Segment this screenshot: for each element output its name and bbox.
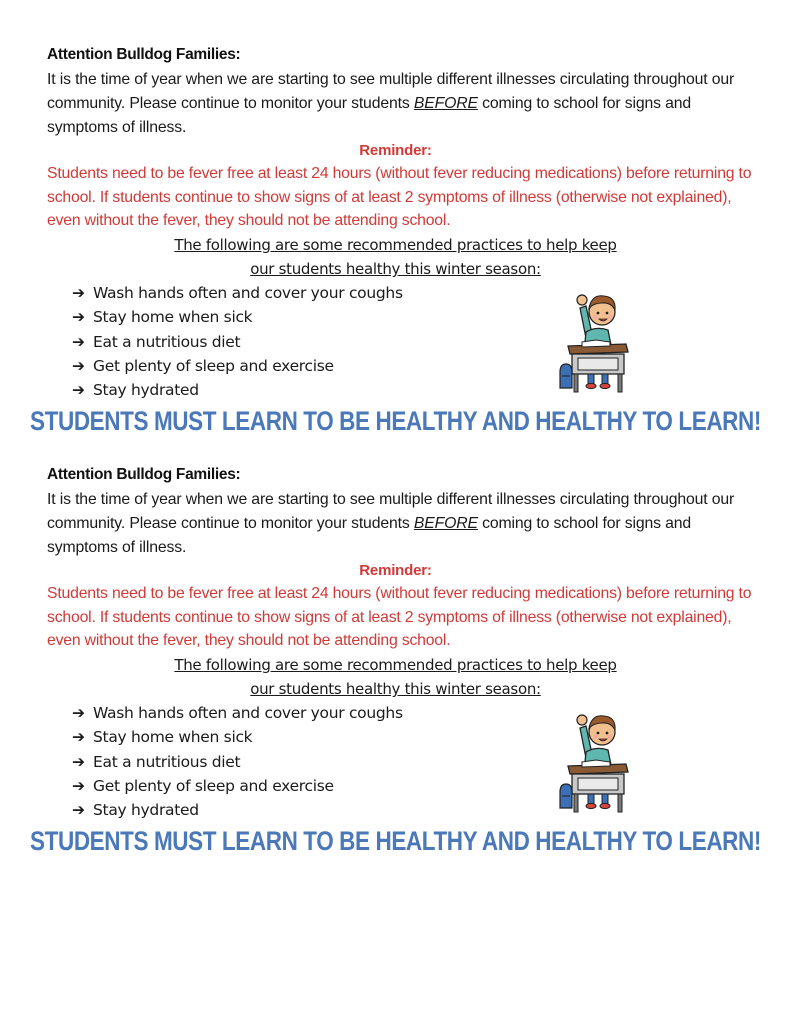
- tip-text: Get plenty of sleep and exercise: [93, 356, 334, 375]
- tip-text: Stay hydrated: [93, 381, 199, 400]
- arrow-right-icon: ➔: [72, 776, 85, 795]
- list-item: [72, 330, 403, 354]
- reminder-text: Students need to be fever free at least 24 hours (without fever reducing medications) before returning to school. If students continue to show signs of at least 2 symptoms of illness (otherwise not explained), even without the fever, they should not be attending school.: [47, 585, 752, 649]
- arrow-right-icon: ➔: [72, 356, 85, 375]
- arrow-right-icon: ➔: [72, 381, 85, 400]
- intro-paragraph: [47, 68, 757, 140]
- slogan: STUDENTS MUST LEARN TO BE HEALTHY AND HEALTHY TO LEARN!: [30, 406, 761, 436]
- list-item: [72, 281, 403, 305]
- arrow-right-icon: ➔: [72, 728, 85, 747]
- arrow-right-icon: ➔: [72, 308, 85, 327]
- list-item: [72, 305, 403, 329]
- list-item: [72, 378, 403, 402]
- intro-emphasis: BEFORE: [413, 95, 478, 112]
- tip-text: Eat a nutritious diet: [93, 332, 241, 351]
- student-at-desk-illustration: [556, 706, 634, 816]
- tip-text: Wash hands often and cover your coughs: [93, 284, 403, 302]
- tip-text: Stay hydrated: [93, 801, 199, 820]
- tip-text: Eat a nutritious diet: [93, 752, 241, 771]
- arrow-right-icon: ➔: [72, 704, 85, 722]
- list-item: [72, 750, 403, 774]
- intro-text: It is the time of year when we are starting to see multiple different illnesses circulating throughout our community. Please continue to monitor your students: [47, 71, 735, 112]
- arrow-right-icon: ➔: [72, 332, 85, 351]
- arrow-right-icon: ➔: [72, 284, 85, 302]
- tip-text: Get plenty of sleep and exercise: [93, 776, 334, 795]
- tips-list: [72, 281, 403, 402]
- intro-paragraph: [47, 488, 757, 560]
- slogan: STUDENTS MUST LEARN TO BE HEALTHY AND HEALTHY TO LEARN!: [30, 826, 761, 856]
- student-at-desk-illustration: [556, 286, 634, 396]
- tip-text: Stay home when sick: [93, 308, 253, 327]
- arrow-right-icon: ➔: [72, 752, 85, 771]
- list-item: [72, 725, 403, 749]
- practices-intro: [0, 653, 791, 701]
- list-item: [72, 701, 403, 725]
- intro-text-end: coming to school for signs and symptoms of illness.: [47, 515, 692, 556]
- reminder-label: Reminder:: [359, 562, 432, 579]
- list-item: [72, 774, 403, 798]
- practices-intro: [0, 233, 791, 281]
- tips-list: [72, 701, 403, 822]
- practices-line-1: The following are some recommended practices to help keep: [174, 236, 617, 254]
- tip-text: Wash hands often and cover your coughs: [93, 704, 403, 722]
- reminder-text: Students need to be fever free at least 24 hours (without fever reducing medications) before returning to school. If students continue to show signs of at least 2 symptoms of illness (otherwise not explained), even without the fever, they should not be attending school.: [47, 165, 752, 229]
- reminder-label: Reminder:: [359, 142, 432, 159]
- practices-line-1: The following are some recommended practices to help keep: [174, 656, 617, 674]
- notice-heading: Attention Bulldog Families:: [47, 466, 241, 483]
- list-item: [72, 354, 403, 378]
- practices-line-2: our students healthy this winter season:: [250, 680, 541, 698]
- notice-block: [0, 464, 791, 884]
- list-item: [72, 798, 403, 822]
- arrow-right-icon: ➔: [72, 801, 85, 820]
- notice-block: [0, 44, 791, 464]
- notice-heading: Attention Bulldog Families:: [47, 46, 241, 63]
- intro-emphasis: BEFORE: [413, 515, 478, 532]
- intro-text-end: coming to school for signs and symptoms of illness.: [47, 95, 692, 136]
- tip-text: Stay home when sick: [93, 728, 253, 747]
- practices-line-2: our students healthy this winter season:: [250, 260, 541, 278]
- intro-text: It is the time of year when we are starting to see multiple different illnesses circulating throughout our community. Please continue to monitor your students: [47, 491, 735, 532]
